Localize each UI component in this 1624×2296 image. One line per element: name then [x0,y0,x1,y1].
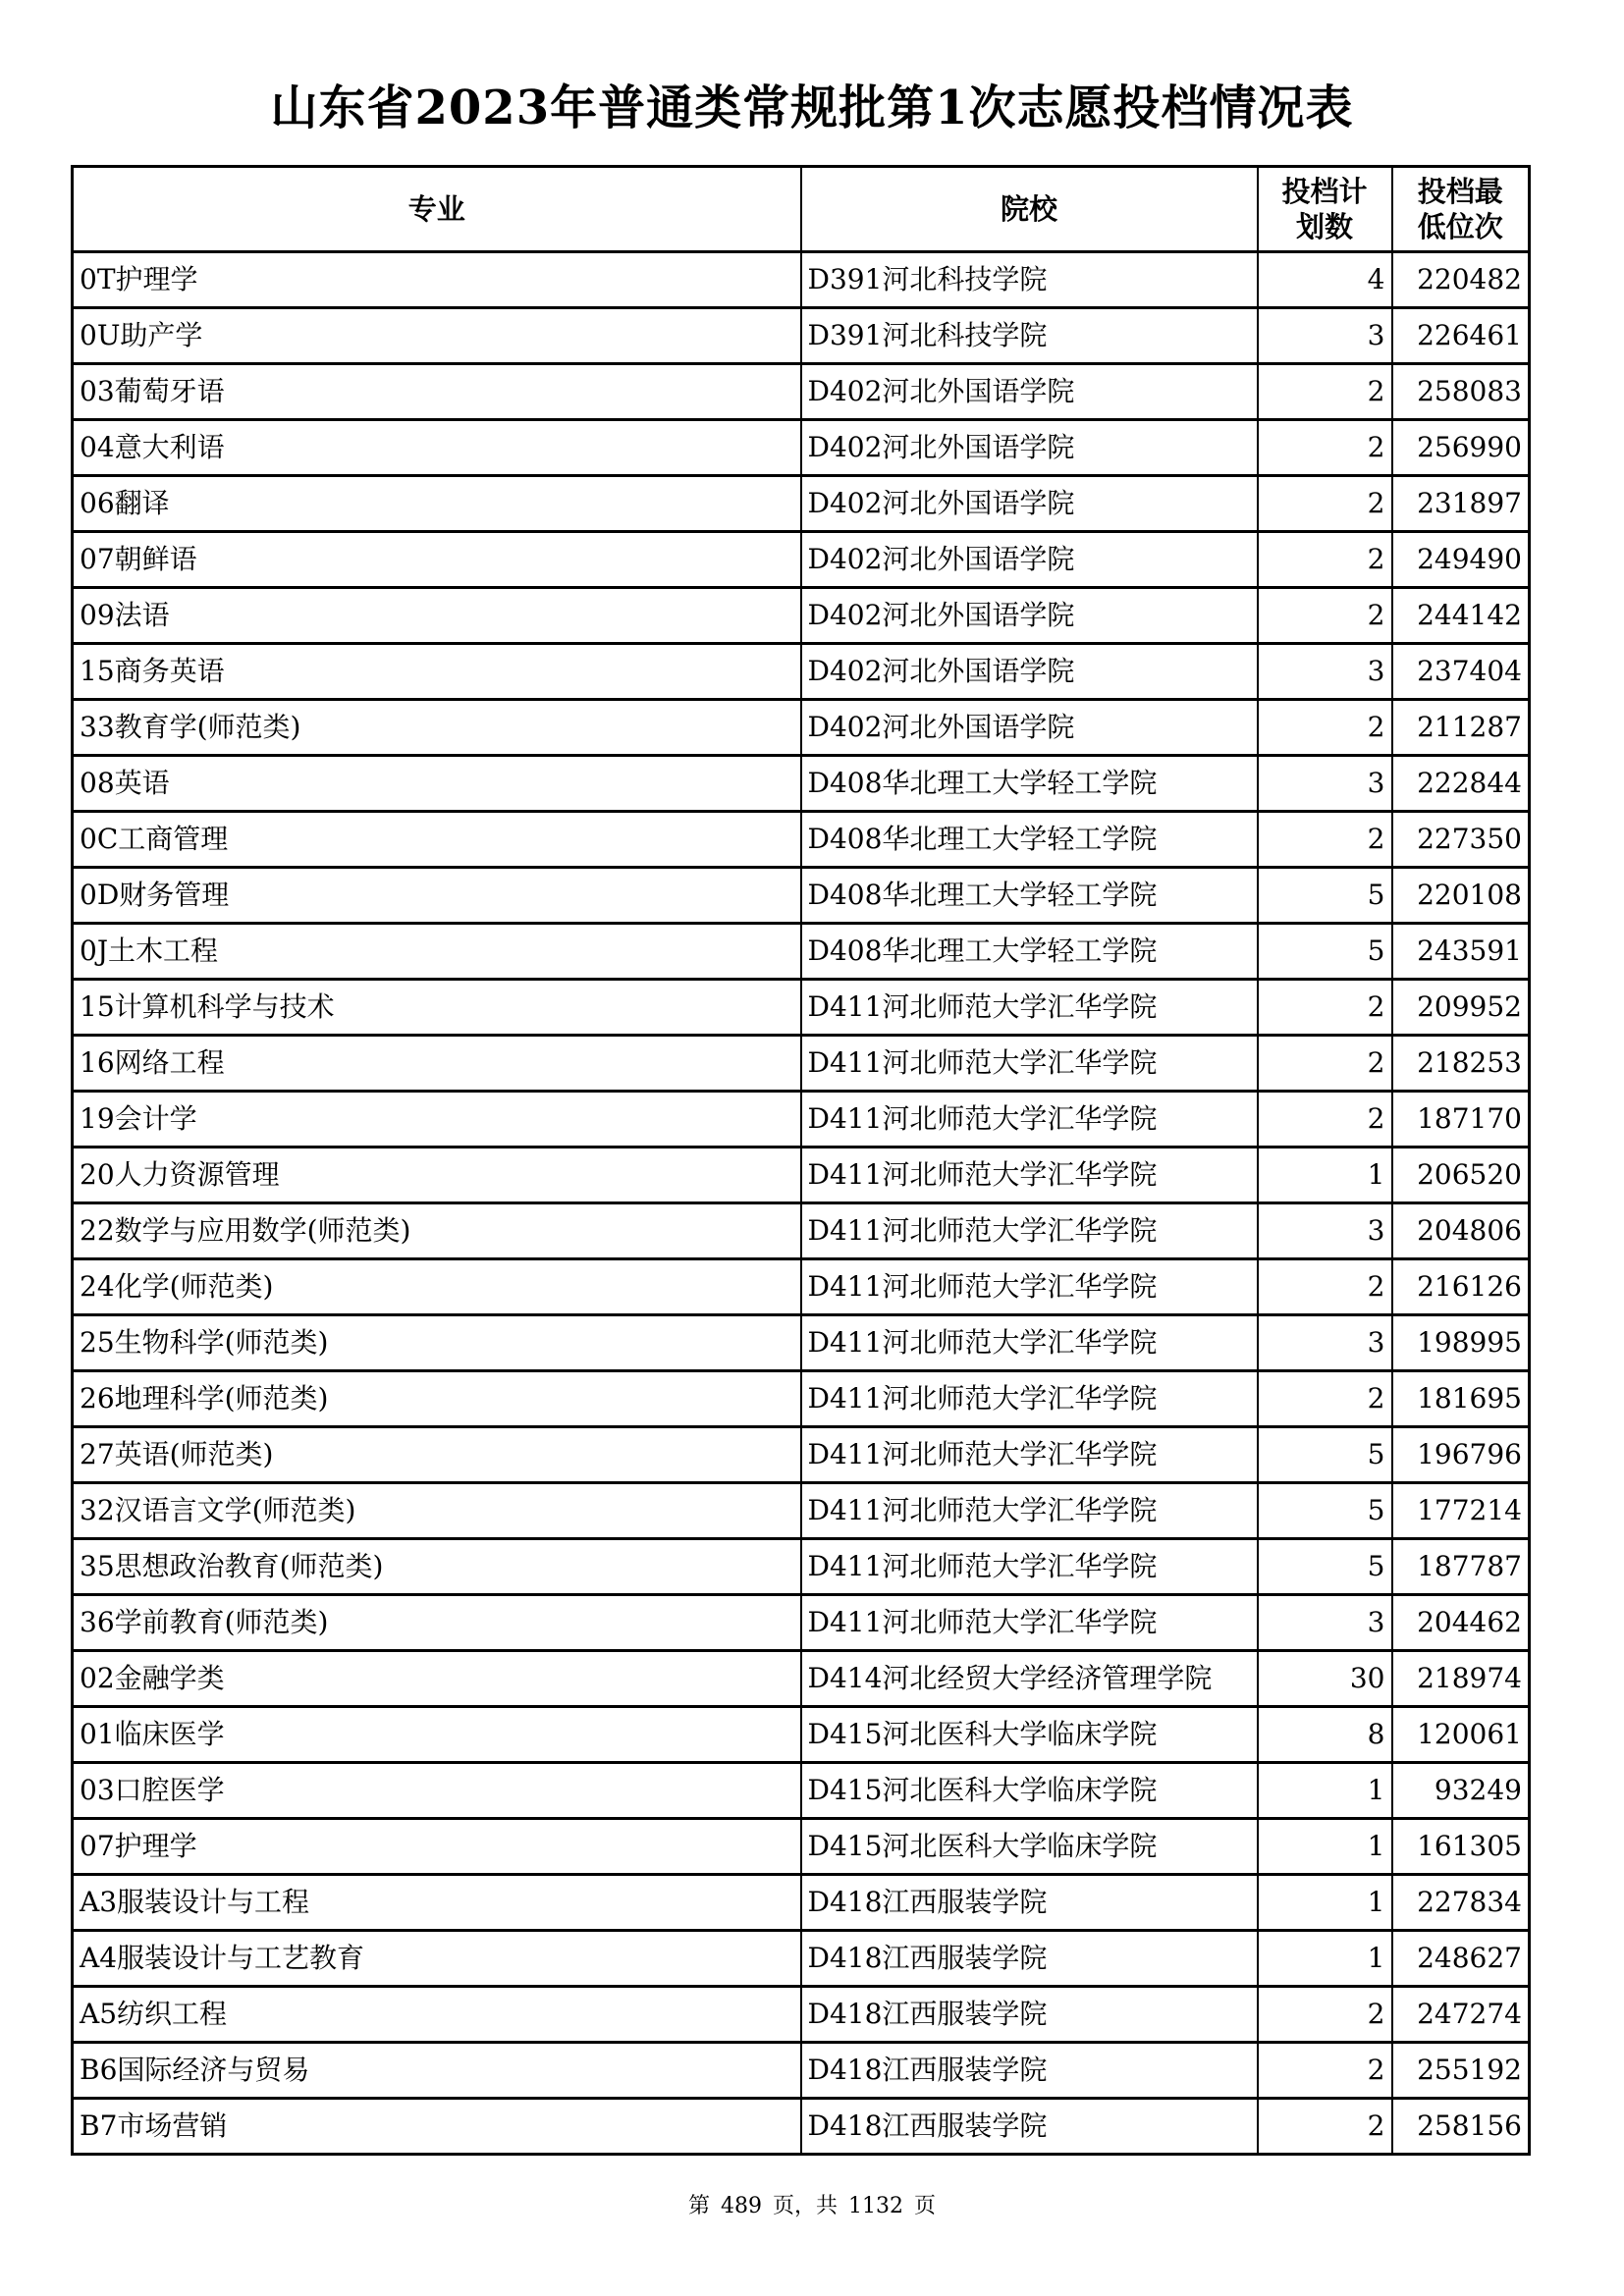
cell-major: 33教育学(师范类) [73,700,801,756]
cell-major: 25生物科学(师范类) [73,1315,801,1371]
cell-rank: 187787 [1392,1539,1530,1595]
cell-rank: 218974 [1392,1651,1530,1707]
header-plan-line2: 划数 [1295,210,1353,243]
table-row [73,1371,1530,1427]
cell-plan: 2 [1258,1092,1392,1148]
cell-major: A4服装设计与工艺教育 [73,1931,801,1987]
cell-school: D418江西服装学院 [801,1875,1258,1931]
cell-school: D418江西服装学院 [801,2043,1258,2099]
cell-plan: 2 [1258,588,1392,644]
cell-plan: 1 [1258,1148,1392,1203]
header-plan-line1: 投档计 [1281,175,1368,208]
cell-plan: 2 [1258,364,1392,420]
header-rank-line1: 投档最 [1417,175,1503,208]
cell-major: 01临床医学 [73,1707,801,1763]
cell-school: D408华北理工大学轻工学院 [801,924,1258,980]
cell-major: 32汉语言文学(师范类) [73,1483,801,1539]
cell-school: D411河北师范大学汇华学院 [801,1203,1258,1259]
cell-plan: 1 [1258,1875,1392,1931]
cell-rank: 206520 [1392,1148,1530,1203]
cell-major: 06翻译 [73,476,801,532]
cell-rank: 222844 [1392,756,1530,812]
cell-major: A3服装设计与工程 [73,1875,801,1931]
cell-major: 0T护理学 [73,252,801,308]
cell-plan: 1 [1258,1763,1392,1819]
cell-major: 20人力资源管理 [73,1148,801,1203]
cell-major: 0C工商管理 [73,812,801,868]
cell-plan: 5 [1258,1427,1392,1483]
cell-rank: 237404 [1392,644,1530,700]
cell-rank: 227350 [1392,812,1530,868]
cell-school: D408华北理工大学轻工学院 [801,868,1258,924]
cell-rank: 196796 [1392,1427,1530,1483]
cell-plan: 4 [1258,252,1392,308]
cell-major: 03口腔医学 [73,1763,801,1819]
cell-rank: 249490 [1392,532,1530,588]
cell-rank: 204806 [1392,1203,1530,1259]
cell-rank: 227834 [1392,1875,1530,1931]
table-row [73,644,1530,700]
table-row [73,1651,1530,1707]
cell-major: 24化学(师范类) [73,1259,801,1315]
cell-rank: 218253 [1392,1036,1530,1092]
table-row [73,1203,1530,1259]
table-row [73,308,1530,364]
cell-major: 19会计学 [73,1092,801,1148]
cell-rank: 220482 [1392,252,1530,308]
cell-plan: 3 [1258,644,1392,700]
table-body [73,252,1530,2155]
cell-plan: 5 [1258,1539,1392,1595]
cell-major: 03葡萄牙语 [73,364,801,420]
cell-school: D402河北外国语学院 [801,700,1258,756]
cell-rank: 161305 [1392,1819,1530,1875]
cell-rank: 187170 [1392,1092,1530,1148]
cell-major: 26地理科学(师范类) [73,1371,801,1427]
cell-plan: 2 [1258,812,1392,868]
cell-major: 07朝鲜语 [73,532,801,588]
cell-plan: 1 [1258,1931,1392,1987]
footer-page-number: 489 [720,2194,762,2218]
table-row [73,1931,1530,1987]
header-rank-line2: 低位次 [1417,210,1503,243]
cell-plan: 3 [1258,1203,1392,1259]
cell-rank: 226461 [1392,308,1530,364]
cell-school: D411河北师范大学汇华学院 [801,1427,1258,1483]
footer-prefix: 第 [687,2194,710,2218]
table-row [73,1259,1530,1315]
table-row [73,476,1530,532]
table-row [73,1483,1530,1539]
cell-school: D411河北师范大学汇华学院 [801,1539,1258,1595]
cell-school: D402河北外国语学院 [801,476,1258,532]
table-row [73,588,1530,644]
table-header-row [73,167,1530,252]
cell-rank: 211287 [1392,700,1530,756]
cell-major: 02金融学类 [73,1651,801,1707]
header-plan [1258,167,1392,252]
cell-major: 08英语 [73,756,801,812]
table-row [73,2043,1530,2099]
cell-major: 16网络工程 [73,1036,801,1092]
cell-rank: 177214 [1392,1483,1530,1539]
cell-plan: 2 [1258,2099,1392,2155]
cell-major: 09法语 [73,588,801,644]
cell-school: D411河北师范大学汇华学院 [801,1483,1258,1539]
cell-plan: 3 [1258,1315,1392,1371]
page-footer [0,2193,1624,2220]
table-row [73,1987,1530,2043]
cell-school: D411河北师范大学汇华学院 [801,1092,1258,1148]
table-row [73,1819,1530,1875]
cell-school: D415河北医科大学临床学院 [801,1763,1258,1819]
cell-major: B7市场营销 [73,2099,801,2155]
cell-plan: 1 [1258,1819,1392,1875]
cell-plan: 2 [1258,476,1392,532]
table-row [73,364,1530,420]
cell-major: 15商务英语 [73,644,801,700]
cell-school: D402河北外国语学院 [801,364,1258,420]
cell-school: D411河北师范大学汇华学院 [801,1315,1258,1371]
table-row [73,1539,1530,1595]
cell-plan: 5 [1258,1483,1392,1539]
cell-school: D402河北外国语学院 [801,532,1258,588]
table-row [73,1875,1530,1931]
table-row [73,420,1530,476]
cell-school: D411河北师范大学汇华学院 [801,1036,1258,1092]
cell-school: D415河北医科大学临床学院 [801,1819,1258,1875]
cell-rank: 93249 [1392,1763,1530,1819]
cell-major: 07护理学 [73,1819,801,1875]
cell-major: B6国际经济与贸易 [73,2043,801,2099]
cell-plan: 5 [1258,924,1392,980]
table-row [73,1595,1530,1651]
cell-plan: 2 [1258,980,1392,1036]
cell-plan: 8 [1258,1707,1392,1763]
header-rank [1392,167,1530,252]
page-title: 山东省2023年普通类常规批第1次志愿投档情况表 [270,80,1354,135]
cell-major: 0U助产学 [73,308,801,364]
footer-total-pages: 1132 [848,2194,903,2218]
cell-rank: 258083 [1392,364,1530,420]
cell-school: D418江西服装学院 [801,1987,1258,2043]
cell-plan: 2 [1258,420,1392,476]
cell-major: 35思想政治教育(师范类) [73,1539,801,1595]
cell-plan: 30 [1258,1651,1392,1707]
cell-rank: 244142 [1392,588,1530,644]
cell-school: D402河北外国语学院 [801,644,1258,700]
cell-plan: 2 [1258,532,1392,588]
cell-rank: 231897 [1392,476,1530,532]
cell-major: 27英语(师范类) [73,1427,801,1483]
table-row [73,812,1530,868]
cell-school: D411河北师范大学汇华学院 [801,1259,1258,1315]
table-row [73,252,1530,308]
cell-school: D408华北理工大学轻工学院 [801,756,1258,812]
cell-rank: 220108 [1392,868,1530,924]
cell-plan: 3 [1258,308,1392,364]
cell-school: D418江西服装学院 [801,2099,1258,2155]
cell-plan: 2 [1258,1371,1392,1427]
cell-school: D402河北外国语学院 [801,420,1258,476]
table-row [73,1707,1530,1763]
table-row [73,1427,1530,1483]
cell-school: D408华北理工大学轻工学院 [801,812,1258,868]
cell-plan: 2 [1258,1987,1392,2043]
footer-mid: 页，共 [772,2194,838,2218]
table-row [73,1092,1530,1148]
cell-major: 22数学与应用数学(师范类) [73,1203,801,1259]
cell-school: D411河北师范大学汇华学院 [801,1148,1258,1203]
table-row [73,1036,1530,1092]
cell-rank: 120061 [1392,1707,1530,1763]
table-row [73,980,1530,1036]
cell-major: 0D财务管理 [73,868,801,924]
cell-school: D418江西服装学院 [801,1931,1258,1987]
cell-school: D402河北外国语学院 [801,588,1258,644]
cell-rank: 181695 [1392,1371,1530,1427]
cell-school: D411河北师范大学汇华学院 [801,1371,1258,1427]
table-row [73,1763,1530,1819]
table-row [73,532,1530,588]
cell-rank: 256990 [1392,420,1530,476]
cell-plan: 2 [1258,1036,1392,1092]
cell-major: A5纺织工程 [73,1987,801,2043]
cell-rank: 248627 [1392,1931,1530,1987]
cell-plan: 3 [1258,1595,1392,1651]
cell-plan: 2 [1258,2043,1392,2099]
cell-rank: 247274 [1392,1987,1530,2043]
cell-major: 36学前教育(师范类) [73,1595,801,1651]
cell-school: D415河北医科大学临床学院 [801,1707,1258,1763]
cell-rank: 243591 [1392,924,1530,980]
cell-major: 0J土木工程 [73,924,801,980]
cell-school: D411河北师范大学汇华学院 [801,1595,1258,1651]
table-row [73,700,1530,756]
cell-plan: 2 [1258,1259,1392,1315]
table-row [73,756,1530,812]
cell-plan: 5 [1258,868,1392,924]
table-row [73,1315,1530,1371]
cell-school: D414河北经贸大学经济管理学院 [801,1651,1258,1707]
cell-school: D411河北师范大学汇华学院 [801,980,1258,1036]
table-row [73,868,1530,924]
cell-major: 04意大利语 [73,420,801,476]
footer-suffix: 页 [914,2194,937,2218]
table-row [73,924,1530,980]
cell-rank: 204462 [1392,1595,1530,1651]
cell-rank: 255192 [1392,2043,1530,2099]
cell-rank: 258156 [1392,2099,1530,2155]
header-school: 院校 [801,167,1258,252]
table-row [73,2099,1530,2155]
cell-plan: 3 [1258,756,1392,812]
cell-rank: 209952 [1392,980,1530,1036]
admission-table [71,165,1531,2156]
cell-plan: 2 [1258,700,1392,756]
table-row [73,1148,1530,1203]
cell-rank: 198995 [1392,1315,1530,1371]
header-major: 专业 [73,167,801,252]
cell-major: 15计算机科学与技术 [73,980,801,1036]
cell-rank: 216126 [1392,1259,1530,1315]
cell-school: D391河北科技学院 [801,252,1258,308]
cell-school: D391河北科技学院 [801,308,1258,364]
